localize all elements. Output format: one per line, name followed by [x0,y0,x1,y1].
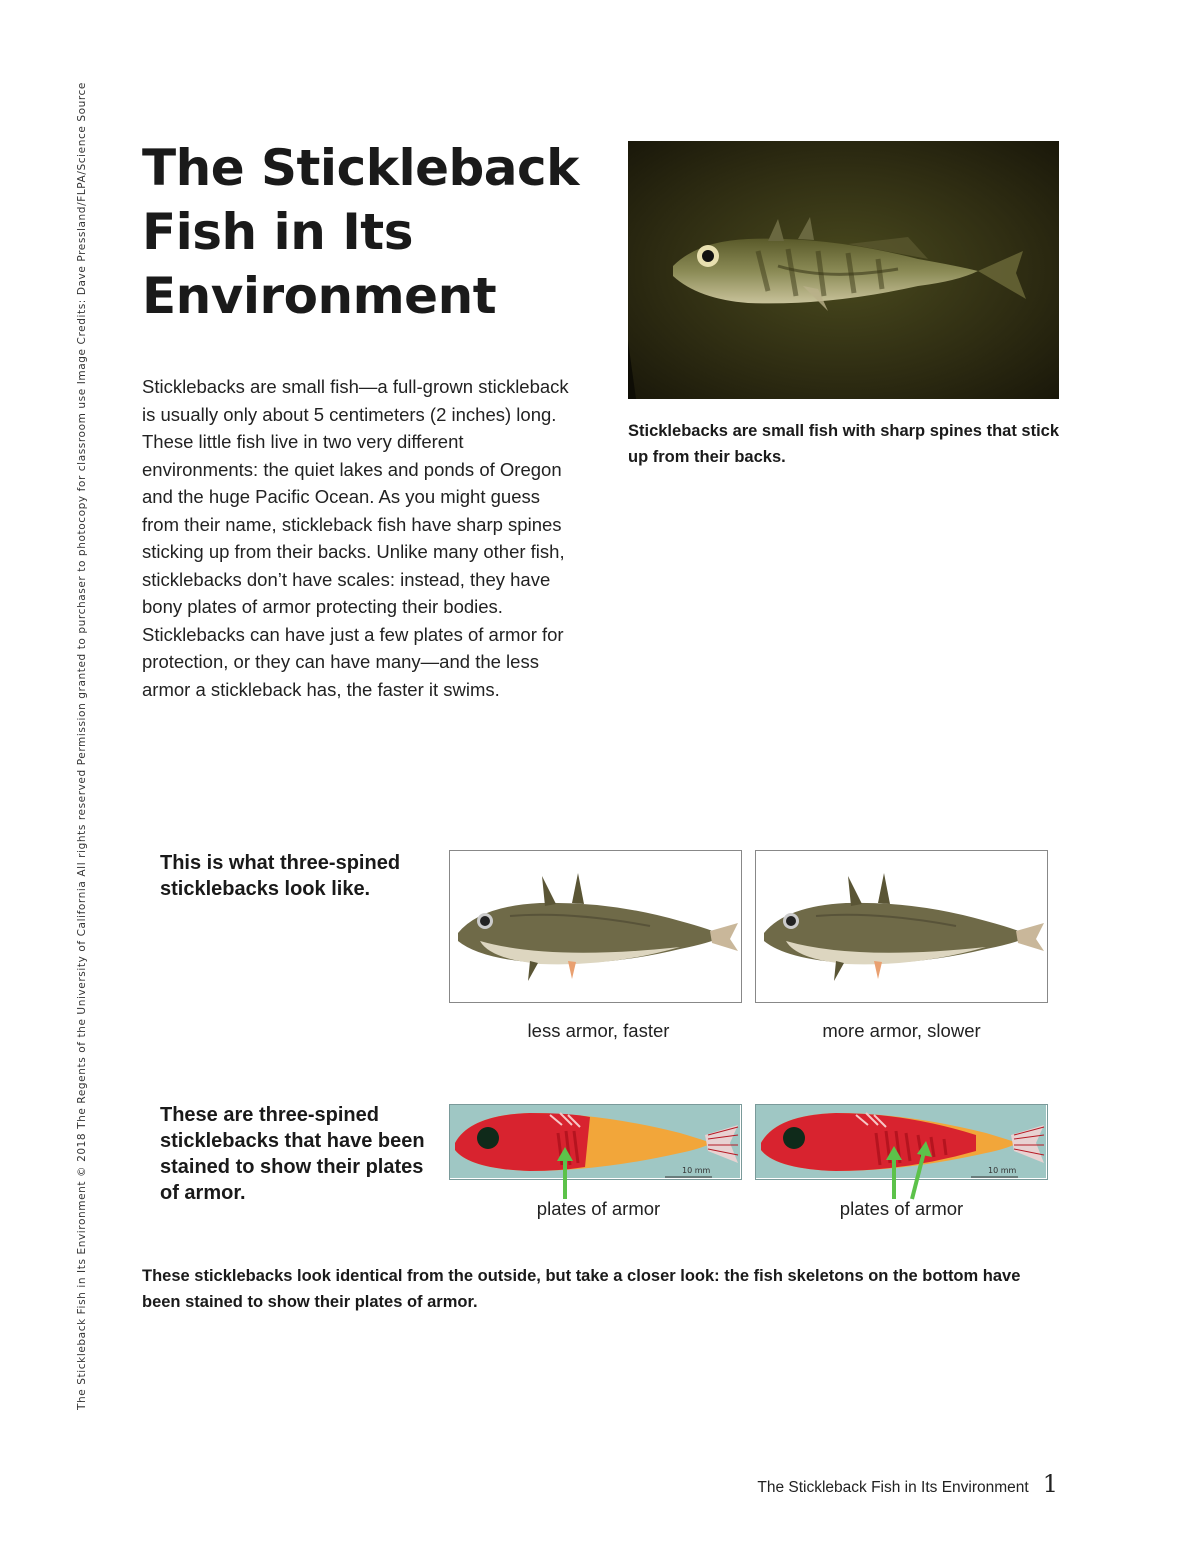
label-plates-left: plates of armor [536,1198,661,1219]
scale-bar-label: 10 mm [988,1166,1017,1175]
stained-fish-left [449,1104,742,1180]
side-credit: The Stickleback Fish in Its Environment © 2018 The Regents of the University of California All rights reserved Permission granted to purchaser to photocopy for classroom use Image Credits: Dave Pressland/FLPA/Science Source [76,82,88,1410]
fish-photo-more-armor [755,850,1048,1003]
scale-bar-label: 10 mm [682,1166,711,1175]
row1-label: This is what three-spined sticklebacks look like. [160,852,401,900]
fish-illustration [756,851,1046,1001]
row2-label: These are three-spined sticklebacks that have been stained to show their plates of armor. [160,1104,425,1204]
stickleback-photo [628,141,1059,399]
label-plates-right: plates of armor [839,1198,964,1219]
bottom-caption: These sticklebacks look identical from the outside, but take a closer look: the fish skeletons on the bottom have been stained to show their plates of armor. [142,1267,1021,1311]
title-line: Fish in Its [142,203,413,261]
arrow-up-icon [880,1140,940,1201]
label-more-armor: more armor, slower [822,1020,981,1041]
page-title [142,136,602,328]
fish-illustration [450,851,740,1001]
stained-fish-illustration [450,1105,740,1178]
title-line: Environment [142,267,497,325]
page-footer [757,1470,1058,1498]
label-less-armor: less armor, faster [527,1020,670,1041]
fish-photo-less-armor [449,850,742,1003]
intro-paragraph: Sticklebacks are small fish—a full-grown stickleback is usually only about 5 centimeters (2 inches) long. These little fish live in two very different environments: the quiet lakes and ponds of Oregon and the huge Pacific Ocean. As you might guess from their name, stickleback fish have sharp spines sticking up from their backs. Unlike many other fish, sticklebacks don’t have scales: instead, they have bony plates of armor protecting their bodies. Sticklebacks can have just a few plates of armor for protection, or they can have many—and the less armor a stickleback has, the faster it swims. [142,376,569,700]
footer-title: The Stickleback Fish in Its Environment [757,1479,1029,1496]
hero-caption: Sticklebacks are small fish with sharp spines that stick up from their backs. [628,422,1060,466]
hero-photo [628,141,1059,399]
arrow-up-icon [550,1145,580,1201]
page-number: 1 [1042,1470,1058,1498]
title-line: The Stickleback [142,139,579,197]
